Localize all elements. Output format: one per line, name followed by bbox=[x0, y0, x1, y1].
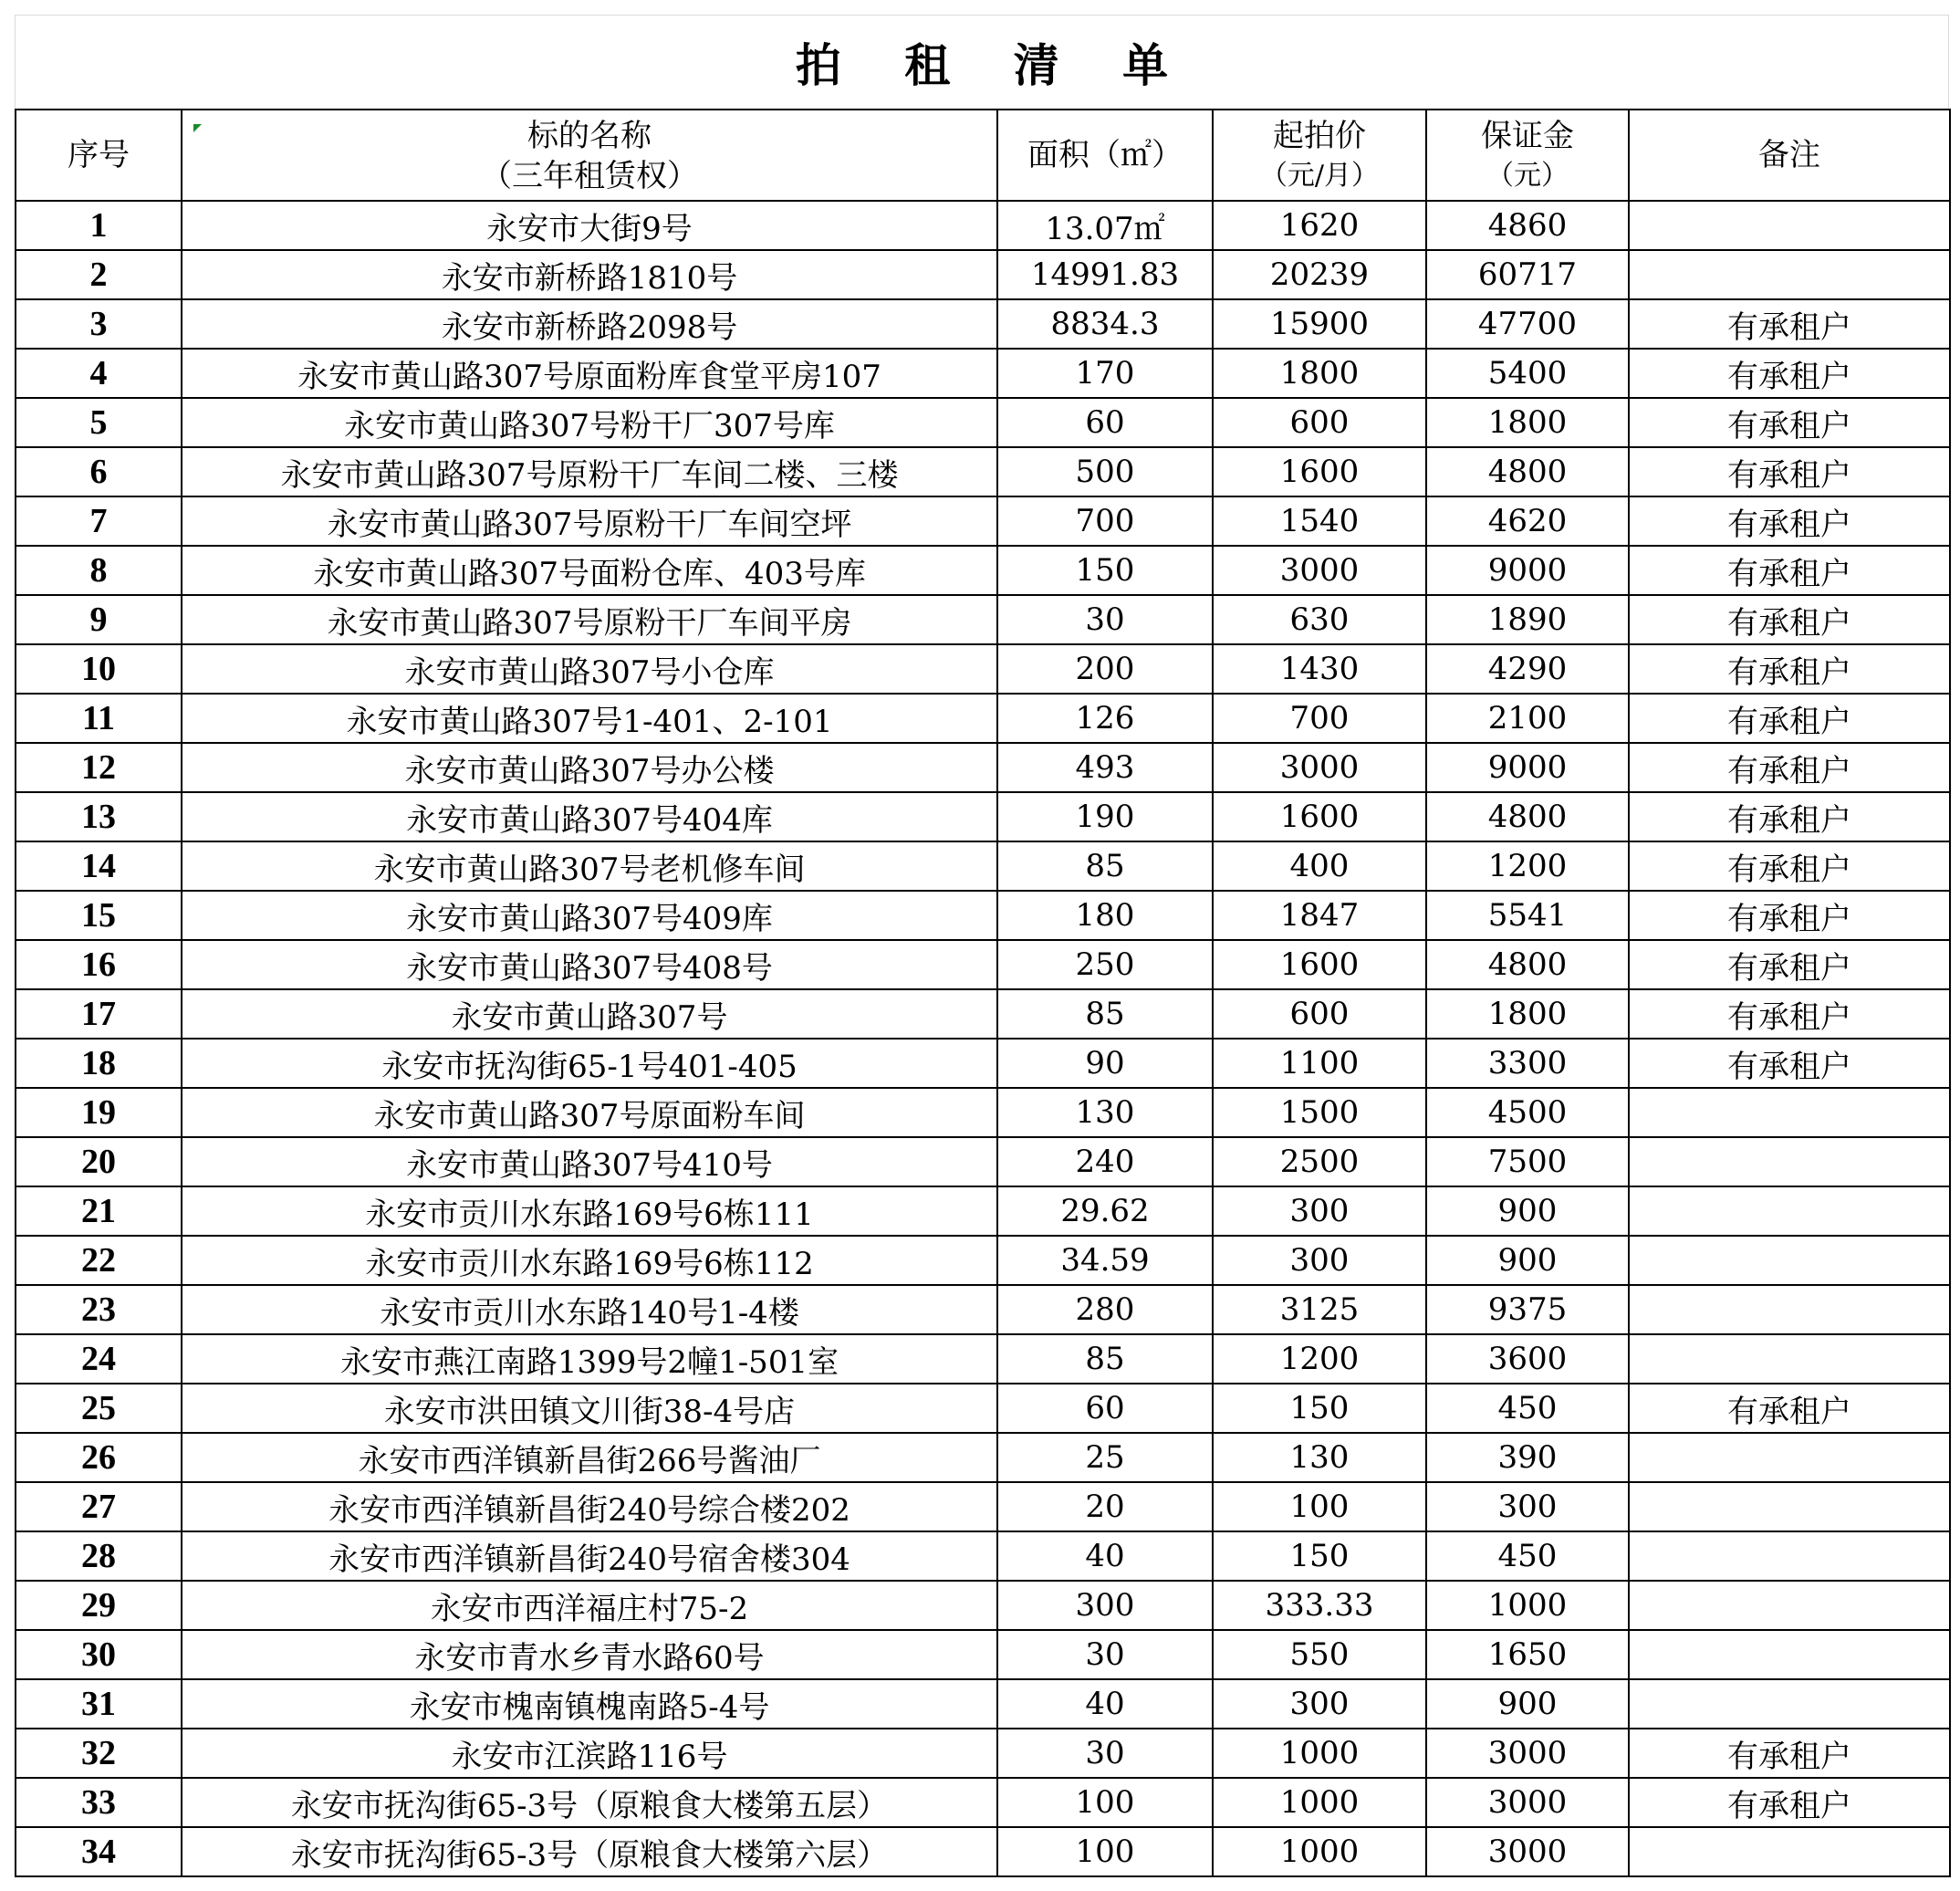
cell-price: 1430 bbox=[1213, 644, 1426, 694]
cell-note bbox=[1629, 1482, 1950, 1531]
cell-area: 40 bbox=[997, 1531, 1213, 1581]
cell-deposit: 60717 bbox=[1426, 250, 1629, 299]
cell-area: 300 bbox=[997, 1581, 1213, 1630]
cell-name: 永安市贡川水东路169号6栋112 bbox=[182, 1236, 997, 1285]
table-row bbox=[16, 1285, 1950, 1334]
cell-name: 永安市黄山路307号老机修车间 bbox=[182, 841, 997, 891]
cell-deposit: 7500 bbox=[1426, 1137, 1629, 1186]
cell-note: 有承租户 bbox=[1629, 1384, 1950, 1433]
cell-price: 1000 bbox=[1213, 1729, 1426, 1778]
cell-note: 有承租户 bbox=[1629, 841, 1950, 891]
cell-note: 有承租户 bbox=[1629, 644, 1950, 694]
cell-seq: 7 bbox=[16, 496, 182, 546]
cell-deposit: 3000 bbox=[1426, 1827, 1629, 1876]
cell-note: 有承租户 bbox=[1629, 447, 1950, 496]
cell-price: 333.33 bbox=[1213, 1581, 1426, 1630]
cell-price: 600 bbox=[1213, 398, 1426, 447]
cell-name: 永安市洪田镇文川街38-4号店 bbox=[182, 1384, 997, 1433]
cell-seq: 33 bbox=[16, 1778, 182, 1827]
cell-price: 300 bbox=[1213, 1679, 1426, 1729]
cell-name: 永安市黄山路307号原粉干厂车间平房 bbox=[182, 595, 997, 644]
cell-note bbox=[1629, 1581, 1950, 1630]
cell-area: 25 bbox=[997, 1433, 1213, 1482]
table-row bbox=[16, 1433, 1950, 1482]
cell-name: 永安市贡川水东路169号6栋111 bbox=[182, 1186, 997, 1236]
cell-deposit: 4800 bbox=[1426, 792, 1629, 841]
header-price bbox=[1213, 110, 1426, 201]
cell-price: 630 bbox=[1213, 595, 1426, 644]
cell-price: 1600 bbox=[1213, 792, 1426, 841]
table-row bbox=[16, 989, 1950, 1039]
cell-seq: 6 bbox=[16, 447, 182, 496]
cell-note bbox=[1629, 1827, 1950, 1876]
cell-deposit: 2100 bbox=[1426, 694, 1629, 743]
table-row bbox=[16, 694, 1950, 743]
cell-name: 永安市黄山路307号原粉干厂车间空坪 bbox=[182, 496, 997, 546]
table-row bbox=[16, 1039, 1950, 1088]
cell-note bbox=[1629, 1186, 1950, 1236]
cell-deposit: 900 bbox=[1426, 1679, 1629, 1729]
cell-seq: 29 bbox=[16, 1581, 182, 1630]
cell-price: 1500 bbox=[1213, 1088, 1426, 1137]
cell-note bbox=[1629, 201, 1950, 250]
cell-seq: 31 bbox=[16, 1679, 182, 1729]
cell-area: 100 bbox=[997, 1778, 1213, 1827]
cell-seq: 3 bbox=[16, 299, 182, 349]
cell-area: 126 bbox=[997, 694, 1213, 743]
cell-price: 3000 bbox=[1213, 546, 1426, 595]
table-row bbox=[16, 1334, 1950, 1384]
cell-deposit: 900 bbox=[1426, 1186, 1629, 1236]
cell-name: 永安市黄山路307号409库 bbox=[182, 891, 997, 940]
cell-area: 90 bbox=[997, 1039, 1213, 1088]
cell-area: 150 bbox=[997, 546, 1213, 595]
cell-seq: 17 bbox=[16, 989, 182, 1039]
cell-seq: 26 bbox=[16, 1433, 182, 1482]
table-row bbox=[16, 1236, 1950, 1285]
table-row bbox=[16, 891, 1950, 940]
cell-area: 180 bbox=[997, 891, 1213, 940]
cell-name: 永安市黄山路307号原粉干厂车间二楼、三楼 bbox=[182, 447, 997, 496]
cell-seq: 28 bbox=[16, 1531, 182, 1581]
cell-price: 1620 bbox=[1213, 201, 1426, 250]
cell-area: 34.59 bbox=[997, 1236, 1213, 1285]
cell-seq: 32 bbox=[16, 1729, 182, 1778]
cell-note: 有承租户 bbox=[1629, 940, 1950, 989]
cell-area: 85 bbox=[997, 1334, 1213, 1384]
cell-seq: 16 bbox=[16, 940, 182, 989]
cell-note bbox=[1629, 1531, 1950, 1581]
cell-area: 20 bbox=[997, 1482, 1213, 1531]
cell-seq: 34 bbox=[16, 1827, 182, 1876]
cell-note: 有承租户 bbox=[1629, 299, 1950, 349]
cell-seq: 5 bbox=[16, 398, 182, 447]
table-row bbox=[16, 940, 1950, 989]
cell-name: 永安市黄山路307号面粉仓库、403号库 bbox=[182, 546, 997, 595]
cell-price: 3125 bbox=[1213, 1285, 1426, 1334]
cell-area: 500 bbox=[997, 447, 1213, 496]
table-row bbox=[16, 299, 1950, 349]
header-name bbox=[182, 110, 997, 201]
cell-seq: 1 bbox=[16, 201, 182, 250]
table-row bbox=[16, 546, 1950, 595]
cell-note: 有承租户 bbox=[1629, 1729, 1950, 1778]
cell-seq: 30 bbox=[16, 1630, 182, 1679]
table-row bbox=[16, 349, 1950, 398]
cell-seq: 10 bbox=[16, 644, 182, 694]
cell-price: 20239 bbox=[1213, 250, 1426, 299]
cell-deposit: 900 bbox=[1426, 1236, 1629, 1285]
cell-note: 有承租户 bbox=[1629, 694, 1950, 743]
cell-note: 有承租户 bbox=[1629, 546, 1950, 595]
table-row bbox=[16, 496, 1950, 546]
cell-deposit: 5541 bbox=[1426, 891, 1629, 940]
table-row bbox=[16, 1531, 1950, 1581]
cell-area: 250 bbox=[997, 940, 1213, 989]
cell-price: 1600 bbox=[1213, 447, 1426, 496]
cell-area: 100 bbox=[997, 1827, 1213, 1876]
cell-name: 永安市新桥路1810号 bbox=[182, 250, 997, 299]
cell-deposit: 4500 bbox=[1426, 1088, 1629, 1137]
cell-price: 1100 bbox=[1213, 1039, 1426, 1088]
cell-seq: 15 bbox=[16, 891, 182, 940]
cell-name: 永安市西洋镇新昌街266号酱油厂 bbox=[182, 1433, 997, 1482]
table-row bbox=[16, 1186, 1950, 1236]
cell-note: 有承租户 bbox=[1629, 792, 1950, 841]
cell-name: 永安市黄山路307号原面粉库食堂平房107 bbox=[182, 349, 997, 398]
cell-note bbox=[1629, 250, 1950, 299]
table-row bbox=[16, 841, 1950, 891]
cell-seq: 13 bbox=[16, 792, 182, 841]
header-row bbox=[16, 110, 1950, 201]
header-name-line2: （三年租赁权） bbox=[481, 158, 698, 194]
cell-deposit: 4860 bbox=[1426, 201, 1629, 250]
cell-price: 300 bbox=[1213, 1186, 1426, 1236]
cell-deposit: 1800 bbox=[1426, 398, 1629, 447]
cell-area: 14991.83 bbox=[997, 250, 1213, 299]
header-price-line1: 起拍价 bbox=[1273, 118, 1366, 154]
cell-note bbox=[1629, 1236, 1950, 1285]
title-bar bbox=[15, 15, 1949, 109]
cell-price: 1600 bbox=[1213, 940, 1426, 989]
cell-name: 永安市西洋福庄村75-2 bbox=[182, 1581, 997, 1630]
cell-deposit: 4620 bbox=[1426, 496, 1629, 546]
cell-area: 240 bbox=[997, 1137, 1213, 1186]
cell-price: 1200 bbox=[1213, 1334, 1426, 1384]
rental-list-sheet bbox=[15, 15, 1949, 1877]
cell-area: 190 bbox=[997, 792, 1213, 841]
cell-price: 1000 bbox=[1213, 1778, 1426, 1827]
cell-deposit: 300 bbox=[1426, 1482, 1629, 1531]
table-row bbox=[16, 398, 1950, 447]
cell-deposit: 1890 bbox=[1426, 595, 1629, 644]
cell-deposit: 390 bbox=[1426, 1433, 1629, 1482]
cell-seq: 14 bbox=[16, 841, 182, 891]
cell-note: 有承租户 bbox=[1629, 349, 1950, 398]
table-row bbox=[16, 595, 1950, 644]
cell-name: 永安市黄山路307号1-401、2-101 bbox=[182, 694, 997, 743]
cell-note bbox=[1629, 1679, 1950, 1729]
table-row bbox=[16, 447, 1950, 496]
cell-deposit: 9000 bbox=[1426, 546, 1629, 595]
cell-deposit: 4800 bbox=[1426, 940, 1629, 989]
cell-name: 永安市抚沟街65-3号（原粮食大楼第六层） bbox=[182, 1827, 997, 1876]
cell-deposit: 3300 bbox=[1426, 1039, 1629, 1088]
cell-note: 有承租户 bbox=[1629, 743, 1950, 792]
header-deposit-line1: 保证金 bbox=[1481, 118, 1574, 154]
cell-area: 40 bbox=[997, 1679, 1213, 1729]
cell-name: 永安市燕江南路1399号2幢1-501室 bbox=[182, 1334, 997, 1384]
cell-deposit: 1000 bbox=[1426, 1581, 1629, 1630]
cell-area: 170 bbox=[997, 349, 1213, 398]
cell-name: 永安市江滨路116号 bbox=[182, 1729, 997, 1778]
cell-area: 30 bbox=[997, 1729, 1213, 1778]
cell-seq: 12 bbox=[16, 743, 182, 792]
header-name-line1: 标的名称 bbox=[527, 118, 652, 154]
cell-name: 永安市大街9号 bbox=[182, 201, 997, 250]
cell-deposit: 3000 bbox=[1426, 1729, 1629, 1778]
cell-price: 1000 bbox=[1213, 1827, 1426, 1876]
cell-deposit: 9000 bbox=[1426, 743, 1629, 792]
cell-deposit: 450 bbox=[1426, 1384, 1629, 1433]
header-seq: 序号 bbox=[16, 110, 182, 201]
cell-name: 永安市黄山路307号办公楼 bbox=[182, 743, 997, 792]
table-row bbox=[16, 1088, 1950, 1137]
cell-area: 85 bbox=[997, 989, 1213, 1039]
cell-deposit: 450 bbox=[1426, 1531, 1629, 1581]
cell-area: 200 bbox=[997, 644, 1213, 694]
table-row bbox=[16, 792, 1950, 841]
header-area: 面积（㎡） bbox=[997, 110, 1213, 201]
cell-seq: 19 bbox=[16, 1088, 182, 1137]
cell-note: 有承租户 bbox=[1629, 1039, 1950, 1088]
cell-seq: 4 bbox=[16, 349, 182, 398]
cell-deposit: 5400 bbox=[1426, 349, 1629, 398]
table-row bbox=[16, 743, 1950, 792]
cell-area: 60 bbox=[997, 398, 1213, 447]
table-row bbox=[16, 1384, 1950, 1433]
cell-comment-marker bbox=[193, 124, 202, 132]
cell-deposit: 47700 bbox=[1426, 299, 1629, 349]
cell-seq: 11 bbox=[16, 694, 182, 743]
cell-name: 永安市抚沟街65-1号401-405 bbox=[182, 1039, 997, 1088]
cell-seq: 23 bbox=[16, 1285, 182, 1334]
cell-price: 1800 bbox=[1213, 349, 1426, 398]
cell-note bbox=[1629, 1285, 1950, 1334]
cell-price: 550 bbox=[1213, 1630, 1426, 1679]
cell-price: 700 bbox=[1213, 694, 1426, 743]
table-row bbox=[16, 1827, 1950, 1876]
table-row bbox=[16, 1679, 1950, 1729]
table-row bbox=[16, 1137, 1950, 1186]
cell-price: 100 bbox=[1213, 1482, 1426, 1531]
cell-deposit: 4800 bbox=[1426, 447, 1629, 496]
rental-table bbox=[15, 109, 1951, 1877]
cell-price: 600 bbox=[1213, 989, 1426, 1039]
cell-area: 30 bbox=[997, 595, 1213, 644]
cell-price: 130 bbox=[1213, 1433, 1426, 1482]
cell-area: 30 bbox=[997, 1630, 1213, 1679]
cell-seq: 9 bbox=[16, 595, 182, 644]
cell-name: 永安市贡川水东路140号1-4楼 bbox=[182, 1285, 997, 1334]
cell-name: 永安市黄山路307号410号 bbox=[182, 1137, 997, 1186]
table-row bbox=[16, 250, 1950, 299]
cell-seq: 20 bbox=[16, 1137, 182, 1186]
cell-name: 永安市槐南镇槐南路5-4号 bbox=[182, 1679, 997, 1729]
cell-price: 400 bbox=[1213, 841, 1426, 891]
cell-area: 493 bbox=[997, 743, 1213, 792]
cell-price: 3000 bbox=[1213, 743, 1426, 792]
cell-name: 永安市西洋镇新昌街240号综合楼202 bbox=[182, 1482, 997, 1531]
cell-note bbox=[1629, 1630, 1950, 1679]
cell-seq: 27 bbox=[16, 1482, 182, 1531]
cell-deposit: 1650 bbox=[1426, 1630, 1629, 1679]
page-title: 拍 租 清 单 bbox=[795, 39, 1193, 92]
cell-area: 85 bbox=[997, 841, 1213, 891]
header-deposit bbox=[1426, 110, 1629, 201]
table-body bbox=[16, 201, 1950, 1876]
cell-seq: 25 bbox=[16, 1384, 182, 1433]
cell-seq: 24 bbox=[16, 1334, 182, 1384]
cell-note: 有承租户 bbox=[1629, 989, 1950, 1039]
cell-name: 永安市青水乡青水路60号 bbox=[182, 1630, 997, 1679]
cell-note bbox=[1629, 1433, 1950, 1482]
table-row bbox=[16, 1729, 1950, 1778]
cell-area: 130 bbox=[997, 1088, 1213, 1137]
cell-seq: 2 bbox=[16, 250, 182, 299]
cell-name: 永安市黄山路307号粉干厂307号库 bbox=[182, 398, 997, 447]
cell-price: 300 bbox=[1213, 1236, 1426, 1285]
cell-area: 8834.3 bbox=[997, 299, 1213, 349]
cell-price: 150 bbox=[1213, 1531, 1426, 1581]
cell-name: 永安市黄山路307号原面粉车间 bbox=[182, 1088, 997, 1137]
cell-price: 150 bbox=[1213, 1384, 1426, 1433]
header-price-line2: （元/月） bbox=[1259, 160, 1380, 192]
cell-deposit: 1200 bbox=[1426, 841, 1629, 891]
table-row bbox=[16, 201, 1950, 250]
cell-name: 永安市黄山路307号小仓库 bbox=[182, 644, 997, 694]
cell-price: 1540 bbox=[1213, 496, 1426, 546]
cell-seq: 21 bbox=[16, 1186, 182, 1236]
cell-name: 永安市西洋镇新昌街240号宿舍楼304 bbox=[182, 1531, 997, 1581]
cell-price: 2500 bbox=[1213, 1137, 1426, 1186]
cell-area: 700 bbox=[997, 496, 1213, 546]
cell-note bbox=[1629, 1137, 1950, 1186]
cell-note: 有承租户 bbox=[1629, 1778, 1950, 1827]
cell-name: 永安市黄山路307号 bbox=[182, 989, 997, 1039]
cell-note bbox=[1629, 1088, 1950, 1137]
cell-name: 永安市抚沟街65-3号（原粮食大楼第五层） bbox=[182, 1778, 997, 1827]
cell-note bbox=[1629, 1334, 1950, 1384]
cell-area: 60 bbox=[997, 1384, 1213, 1433]
cell-seq: 8 bbox=[16, 546, 182, 595]
table-row bbox=[16, 644, 1950, 694]
cell-note: 有承租户 bbox=[1629, 496, 1950, 546]
cell-area: 13.07㎡ bbox=[997, 201, 1213, 250]
table-row bbox=[16, 1581, 1950, 1630]
cell-area: 280 bbox=[997, 1285, 1213, 1334]
cell-deposit: 9375 bbox=[1426, 1285, 1629, 1334]
table-row bbox=[16, 1630, 1950, 1679]
cell-deposit: 3000 bbox=[1426, 1778, 1629, 1827]
cell-deposit: 3600 bbox=[1426, 1334, 1629, 1384]
header-note: 备注 bbox=[1629, 110, 1950, 201]
cell-note: 有承租户 bbox=[1629, 398, 1950, 447]
cell-name: 永安市新桥路2098号 bbox=[182, 299, 997, 349]
cell-name: 永安市黄山路307号408号 bbox=[182, 940, 997, 989]
cell-deposit: 4290 bbox=[1426, 644, 1629, 694]
header-deposit-line2: （元） bbox=[1486, 160, 1569, 192]
cell-seq: 18 bbox=[16, 1039, 182, 1088]
cell-note: 有承租户 bbox=[1629, 595, 1950, 644]
cell-deposit: 1800 bbox=[1426, 989, 1629, 1039]
cell-seq: 22 bbox=[16, 1236, 182, 1285]
cell-name: 永安市黄山路307号404库 bbox=[182, 792, 997, 841]
cell-price: 1847 bbox=[1213, 891, 1426, 940]
table-row bbox=[16, 1482, 1950, 1531]
cell-price: 15900 bbox=[1213, 299, 1426, 349]
table-row bbox=[16, 1778, 1950, 1827]
cell-note: 有承租户 bbox=[1629, 891, 1950, 940]
cell-area: 29.62 bbox=[997, 1186, 1213, 1236]
